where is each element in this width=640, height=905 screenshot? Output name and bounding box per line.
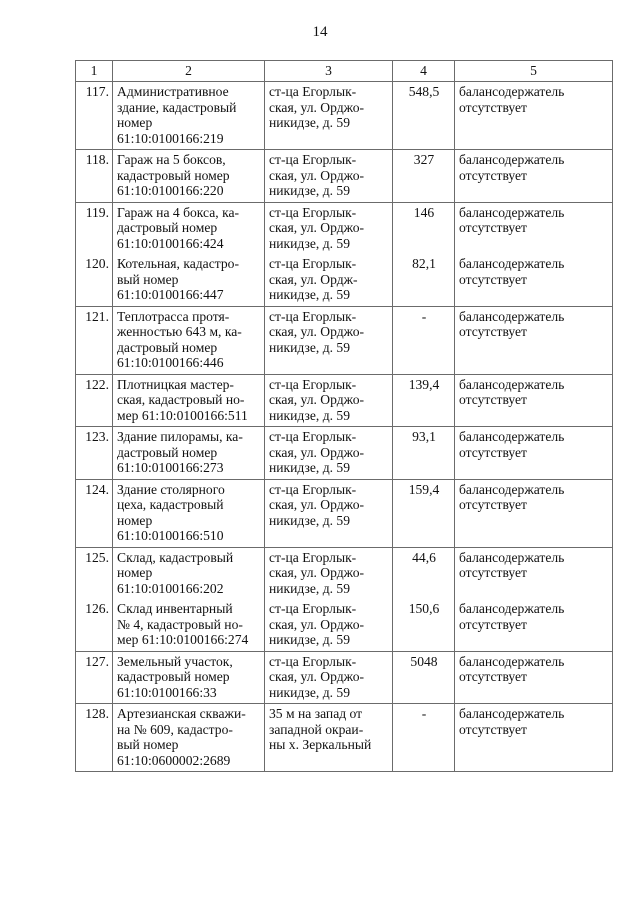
- balance-holder: балансодержатель отсутствует: [455, 427, 613, 480]
- row-number: 120.: [76, 254, 113, 306]
- object-value: 139,4: [393, 374, 455, 427]
- row-number: 127.: [76, 651, 113, 704]
- object-name: Здание столярного цеха, кадастровый номер 61:10:0100166:510: [113, 479, 265, 547]
- object-value: 82,1: [393, 254, 455, 306]
- row-number: 126.: [76, 599, 113, 651]
- row-number: 122.: [76, 374, 113, 427]
- table-row: [76, 202, 613, 254]
- object-name: Артезианская скважи- на № 609, кадастро- вый номер 61:10:0600002:2689: [113, 704, 265, 772]
- row-number: 124.: [76, 479, 113, 547]
- column-header: 4: [393, 61, 455, 82]
- balance-holder: балансодержатель отсутствует: [455, 150, 613, 203]
- property-table: [75, 60, 613, 772]
- object-address: ст-ца Егорлык- ская, ул. Орджо- никидзе, д. 59: [265, 306, 393, 374]
- row-number: 117.: [76, 82, 113, 150]
- row-number: 128.: [76, 704, 113, 772]
- object-address: ст-ца Егорлык- ская, ул. Орджо- никидзе, д. 59: [265, 82, 393, 150]
- table-row: [76, 599, 613, 651]
- table-row: [76, 704, 613, 772]
- object-value: 5048: [393, 651, 455, 704]
- page-number: 14: [312, 24, 328, 40]
- row-number: 121.: [76, 306, 113, 374]
- object-name: Склад, кадастровый номер 61:10:0100166:202: [113, 547, 265, 599]
- object-value: 150,6: [393, 599, 455, 651]
- table-row: [76, 150, 613, 203]
- balance-holder: балансодержатель отсутствует: [455, 479, 613, 547]
- table-row: [76, 479, 613, 547]
- object-value: 44,6: [393, 547, 455, 599]
- object-name: Склад инвентарный № 4, кадастровый но- мер 61:10:0100166:274: [113, 599, 265, 651]
- object-address: ст-ца Егорлык- ская, ул. Орджо- никидзе, д. 59: [265, 547, 393, 599]
- object-name: Плотницкая мастер- ская, кадастровый но- мер 61:10:0100166:511: [113, 374, 265, 427]
- column-header: 1: [76, 61, 113, 82]
- object-name: Земельный участок, кадастровый номер 61:10:0100166:33: [113, 651, 265, 704]
- object-value: 146: [393, 202, 455, 254]
- object-name: Административное здание, кадастровый номер 61:10:0100166:219: [113, 82, 265, 150]
- balance-holder: балансодержатель отсутствует: [455, 651, 613, 704]
- object-address: ст-ца Егорлык- ская, ул. Орджо- никидзе, д. 59: [265, 150, 393, 203]
- balance-holder: балансодержатель отсутствует: [455, 306, 613, 374]
- table-row: [76, 547, 613, 599]
- object-name: Котельная, кадастро- вый номер 61:10:0100166:447: [113, 254, 265, 306]
- column-header: 3: [265, 61, 393, 82]
- table-row: [76, 82, 613, 150]
- object-name: Гараж на 4 бокса, ка- дастровый номер 61:10:0100166:424: [113, 202, 265, 254]
- object-address: ст-ца Егорлык- ская, ул. Орджо- никидзе, д. 59: [265, 479, 393, 547]
- row-number: 119.: [76, 202, 113, 254]
- object-value: 93,1: [393, 427, 455, 480]
- table-row: [76, 651, 613, 704]
- balance-holder: балансодержатель отсутствует: [455, 374, 613, 427]
- balance-holder: балансодержатель отсутствует: [455, 599, 613, 651]
- row-number: 118.: [76, 150, 113, 203]
- balance-holder: балансодержатель отсутствует: [455, 704, 613, 772]
- object-value: -: [393, 704, 455, 772]
- object-value: -: [393, 306, 455, 374]
- table-row: [76, 306, 613, 374]
- object-address: ст-ца Егорлык- ская, ул. Орджо- никидзе, д. 59: [265, 651, 393, 704]
- table-row: [76, 427, 613, 480]
- row-number: 123.: [76, 427, 113, 480]
- object-address: ст-ца Егорлык- ская, ул. Орджо- никидзе, д. 59: [265, 427, 393, 480]
- table-row: [76, 254, 613, 306]
- table-row: [76, 374, 613, 427]
- object-name: Гараж на 5 боксов, кадастровый номер 61:10:0100166:220: [113, 150, 265, 203]
- object-value: 327: [393, 150, 455, 203]
- column-header: 5: [455, 61, 613, 82]
- object-value: 548,5: [393, 82, 455, 150]
- balance-holder: балансодержатель отсутствует: [455, 202, 613, 254]
- column-header: 2: [113, 61, 265, 82]
- object-address: ст-ца Егорлык- ская, ул. Ордж- никидзе, д. 59: [265, 254, 393, 306]
- object-address: ст-ца Егорлык- ская, ул. Орджо- никидзе, д. 59: [265, 374, 393, 427]
- balance-holder: балансодержатель отсутствует: [455, 254, 613, 306]
- object-address: ст-ца Егорлык- ская, ул. Орджо- никидзе, д. 59: [265, 202, 393, 254]
- object-address: 35 м на запад от западной окраи- ны х. Зеркальный: [265, 704, 393, 772]
- object-value: 159,4: [393, 479, 455, 547]
- object-name: Теплотрасса протя- женностью 643 м, ка- дастровый номер 61:10:0100166:446: [113, 306, 265, 374]
- balance-holder: балансодержатель отсутствует: [455, 82, 613, 150]
- object-address: ст-ца Егорлык- ская, ул. Орджо- никидзе, д. 59: [265, 599, 393, 651]
- object-name: Здание пилорамы, ка- дастровый номер 61:10:0100166:273: [113, 427, 265, 480]
- row-number: 125.: [76, 547, 113, 599]
- header-row: [76, 61, 613, 82]
- balance-holder: балансодержатель отсутствует: [455, 547, 613, 599]
